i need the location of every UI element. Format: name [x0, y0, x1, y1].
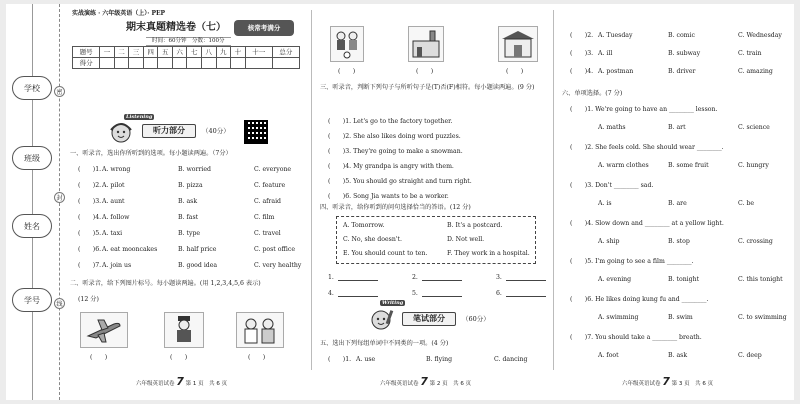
q4-answer-blank[interactable] [338, 275, 378, 281]
footer-page-number: 第 3 页 共 6 页 [671, 381, 714, 387]
time-score-info: 时间：60分钟 分数：100分 [146, 37, 231, 46]
q6-option-a: A. maths [598, 124, 626, 131]
footer-exam-name: 六年级英语试卷 [380, 381, 419, 387]
q3-item[interactable]: ( )1. Let's go to the factory together. [328, 118, 453, 125]
q2-bracket-1[interactable]: ( ) [90, 354, 108, 361]
name-field[interactable]: 姓名 [12, 214, 52, 238]
q5-option-b: B. subway [668, 50, 701, 57]
q6-question-stem[interactable]: ( )1. We're going to have an ________ lesson. [570, 106, 718, 113]
picture-store [498, 26, 538, 62]
sidebar-line [32, 312, 33, 400]
q6-option-c: C. deep [738, 352, 762, 359]
listening-section-title: 听力部分 [142, 124, 196, 138]
q1-option-c: C. film [254, 214, 275, 221]
score-cell[interactable] [201, 58, 216, 69]
score-header-cell: 三 [129, 47, 144, 58]
top-bracket-1[interactable]: ( ) [338, 68, 356, 75]
q4-option: D. Not well. [447, 236, 485, 243]
page-1-footer [136, 375, 227, 389]
page-3 [558, 4, 790, 400]
q1-item-number[interactable]: ( )7. [78, 262, 102, 269]
q5-item-number[interactable]: ( )1. [328, 356, 352, 363]
q6-option-a: A. warm clothes [598, 162, 649, 169]
top-bracket-3[interactable]: ( ) [506, 68, 524, 75]
q1-option-c: C. travel [254, 230, 281, 237]
footer-page-number: 第 2 页 共 6 页 [429, 381, 472, 387]
q5-item-number[interactable]: ( )4. [570, 68, 594, 75]
q5-option-a: A. ill [598, 50, 613, 57]
q1-option-c: C. everyone [254, 166, 292, 173]
footer-exam-name: 六年级英语试卷 [136, 381, 175, 387]
q6-option-c: C. to swimming [738, 314, 787, 321]
q1-option-a: A. pilot [102, 182, 125, 189]
footer-exam-number: 7 [662, 375, 670, 388]
q5-option-c: C. amazing [738, 68, 773, 75]
class-field[interactable]: 班级 [12, 146, 52, 170]
page-divider [553, 10, 554, 370]
score-header-cell: 九 [216, 47, 231, 58]
score-cell[interactable] [158, 58, 173, 69]
doctor-nurse-icon [239, 314, 281, 346]
q2-points: (12 分) [78, 296, 99, 303]
footer-page-number: 第 1 页 共 6 页 [185, 381, 228, 387]
listening-section-points: （40分） [202, 126, 230, 135]
score-cell[interactable] [172, 58, 187, 69]
q1-option-a: A. follow [102, 214, 130, 221]
score-header-cell: 题号 [73, 47, 100, 58]
q1-item-number[interactable]: ( )1. [78, 166, 102, 173]
q4-title: 四、听录音，给你听到的问句选择恰当的答语。(12 分) [320, 204, 471, 211]
q6-question-stem[interactable]: ( )2. She feels cold. She should wear ________. [570, 144, 724, 151]
q4-blank-number: 1. [328, 274, 334, 281]
q5-title: 五、选出下列每组单词中不同类的一项。(4 分) [320, 340, 449, 347]
score-cell[interactable] [114, 58, 129, 69]
q6-option-a: A. ship [598, 238, 620, 245]
q1-option-c: C. feature [254, 182, 286, 189]
q6-option-c: C. be [738, 200, 755, 207]
q4-option: B. It's a postcard. [447, 222, 503, 229]
q5-option-a: A. postman [598, 68, 634, 75]
score-row-label: 得分 [73, 58, 100, 69]
q6-option-a: A. foot [598, 352, 619, 359]
writing-section-banner [366, 300, 490, 332]
qr-code[interactable] [244, 120, 268, 144]
q6-option-c: C. this tonight [738, 276, 783, 283]
picture-policeman [164, 312, 204, 348]
q4-blank-number: 5. [412, 290, 418, 297]
picture-doctor-nurse [236, 312, 284, 348]
score-header-cell: 五 [158, 47, 173, 58]
store-icon [500, 29, 536, 59]
score-cell[interactable] [143, 58, 158, 69]
q6-option-b: B. ask [668, 352, 688, 359]
score-header-cell: 总分 [272, 47, 299, 58]
q2-title: 二、听录音，给下列图片标号。每小题读两遍。(用 1,2,3,4,5,6 表示) [70, 280, 261, 287]
q6-option-b: B. some fruit [668, 162, 709, 169]
score-header-cell: 八 [201, 47, 216, 58]
q4-option: C. No, she doesn't. [343, 236, 402, 243]
q5-item-number[interactable]: ( )2. [570, 32, 594, 39]
score-header-cell: 二 [114, 47, 129, 58]
score-table-score-row [73, 58, 300, 69]
q3-title: 三、听录音，判断下列句子与所听句子是(T)否(F)相符。每小题读两遍。(9 分) [320, 84, 535, 91]
writing-section-points: （60分） [462, 314, 490, 323]
q6-option-a: A. swimming [598, 314, 639, 321]
q1-option-b: B. fast [178, 214, 199, 221]
q4-answer-blank[interactable] [506, 291, 546, 297]
q4-option: E. You should count to ten. [343, 250, 428, 257]
q1-option-c: C. afraid [254, 198, 282, 205]
score-header-cell: 七 [187, 47, 202, 58]
q1-item-number[interactable]: ( )4. [78, 214, 102, 221]
q6-option-a: A. is [598, 200, 612, 207]
q1-option-a: A. join us [102, 262, 132, 269]
q6-option-a: A. evening [598, 276, 632, 283]
q3-item[interactable]: ( )5. You should go straight and turn right. [328, 178, 472, 185]
q1-option-b: B. worried [178, 166, 212, 173]
page-2 [316, 4, 548, 400]
fold-mark-seal: 密 [54, 86, 65, 97]
listening-logo-text: Listening [126, 114, 153, 120]
page-divider [311, 10, 312, 370]
q1-item-number[interactable]: ( )2. [78, 182, 102, 189]
footer-exam-number: 7 [176, 375, 184, 388]
q2-bracket-2[interactable]: ( ) [170, 354, 188, 361]
q4-answer-blank[interactable] [338, 291, 378, 297]
score-header-cell: 六 [172, 47, 187, 58]
q1-item-number[interactable]: ( )3. [78, 198, 102, 205]
factory-icon [410, 29, 442, 59]
q4-blank-number: 4. [328, 290, 334, 297]
binding-sidebar [6, 4, 62, 400]
fold-mark-close: 封 [54, 192, 65, 203]
q1-option-a: A. wrong [102, 166, 131, 173]
student-number-field[interactable]: 学号 [12, 288, 52, 312]
q4-blank-number: 2. [412, 274, 418, 281]
exam-sheet [6, 4, 794, 400]
q4-answer-blank[interactable] [422, 291, 462, 297]
listening-section-banner [106, 114, 230, 144]
score-cell[interactable] [129, 58, 144, 69]
q6-question-stem[interactable]: ( )7. You should take a ________ breath. [570, 334, 702, 341]
airplane-icon [84, 316, 124, 344]
q3-item[interactable]: ( )3. They're going to make a snowman. [328, 148, 463, 155]
policeman-icon [169, 314, 199, 346]
score-table [72, 46, 300, 69]
q3-item[interactable]: ( )2. She also likes doing word puzzles. [328, 133, 461, 140]
q5-option-c: C. Wednesday [738, 32, 782, 39]
q1-option-c: C. post office [254, 246, 295, 253]
score-cell[interactable] [245, 58, 272, 69]
q5-option-c: C. train [738, 50, 762, 57]
q3-item[interactable]: ( )4. My grandpa is angry with them. [328, 163, 454, 170]
q5-option-a: A. Tuesday [598, 32, 633, 39]
q6-option-c: C. hungry [738, 162, 769, 169]
q6-question-stem[interactable]: ( )4. Slow down and ________ at a yellow light. [570, 220, 724, 227]
q6-option-c: C. science [738, 124, 770, 131]
q5-item-number[interactable]: ( )3. [570, 50, 594, 57]
q4-answer-blank[interactable] [506, 275, 546, 281]
page-1 [66, 4, 306, 400]
q6-option-b: B. tonight [668, 276, 700, 283]
page-3-footer [622, 375, 713, 389]
sidebar-line [32, 100, 33, 146]
q1-option-b: B. pizza [178, 182, 203, 189]
footer-exam-name: 六年级英语试卷 [622, 381, 661, 387]
q5-option-b: B. driver [668, 68, 696, 75]
q4-answer-blank[interactable] [422, 275, 462, 281]
q1-option-b: B. good idea [178, 262, 218, 269]
picture-factory [408, 26, 444, 62]
q1-option-b: B. ask [178, 198, 198, 205]
q6-option-b: B. stop [668, 238, 690, 245]
q6-option-b: B. art [668, 124, 686, 131]
q6-title: 六、单项选择。(7 分) [562, 90, 623, 97]
q1-item-number[interactable]: ( )6. [78, 246, 102, 253]
q6-option-b: B. are [668, 200, 687, 207]
q5-option-b: B. flying [426, 356, 453, 363]
q5-option-a: A. use [356, 356, 376, 363]
page-2-footer [380, 375, 471, 389]
q4-options-box [336, 216, 536, 264]
q6-option-b: B. swim [668, 314, 693, 321]
q6-question-stem[interactable]: ( )6. He likes doing kung fu and ________. [570, 296, 709, 303]
q1-title: 一、听录音，选出你所听到的选项。每小题读两遍。（7分） [70, 150, 232, 157]
q2-bracket-3[interactable]: ( ) [248, 354, 266, 361]
q4-option: F. They work in a hospital. [447, 250, 530, 257]
series-header: 实战演练 · 六年级英语（上）· PEP [72, 10, 166, 17]
picture-airplane [80, 312, 128, 348]
q1-option-a: A. aunt [102, 198, 125, 205]
q1-option-a: A. eat mooncakes [102, 246, 158, 253]
footer-exam-number: 7 [420, 375, 428, 388]
q4-option: A. Tomorrow. [343, 222, 385, 229]
writing-section-title: 笔试部分 [402, 312, 456, 326]
score-table-header-row [73, 47, 300, 58]
sidebar-line [32, 170, 33, 214]
score-cell[interactable] [272, 58, 299, 69]
q5-option-b: B. comic [668, 32, 695, 39]
sidebar-line [32, 238, 33, 288]
page-title: 期末真题精选卷（七） [126, 22, 226, 33]
q1-option-b: B. type [178, 230, 201, 237]
q1-option-b: B. half price [178, 246, 217, 253]
score-cell[interactable] [231, 58, 246, 69]
q4-blank-number: 6. [496, 290, 502, 297]
q3-item[interactable]: ( )6. Song Jia wants to be a worker. [328, 193, 449, 200]
score-header-cell: 十一 [245, 47, 272, 58]
q6-question-stem[interactable]: ( )3. Don't ________ sad. [570, 182, 654, 189]
sidebar-line [32, 4, 33, 76]
q1-item-number[interactable]: ( )5. [78, 230, 102, 237]
q4-blank-number: 3. [496, 274, 502, 281]
score-header-cell: 四 [143, 47, 158, 58]
score-banner: 核常考满分 [234, 20, 294, 36]
picture-football-players [330, 26, 364, 62]
listening-mascot-icon [106, 118, 136, 144]
score-cell[interactable] [216, 58, 231, 69]
writing-logo-text: Writing [382, 300, 404, 306]
q6-question-stem[interactable]: ( )5. I'm going to see a film ________. [570, 258, 694, 265]
q6-option-c: C. crossing [738, 238, 773, 245]
score-cell[interactable] [187, 58, 202, 69]
top-bracket-2[interactable]: ( ) [416, 68, 434, 75]
writing-mascot-icon [366, 306, 396, 332]
score-header-cell: 一 [100, 47, 115, 58]
score-cell[interactable] [100, 58, 115, 69]
q5-option-c: C. dancing [494, 356, 528, 363]
q1-option-a: A. taxi [102, 230, 123, 237]
school-field[interactable]: 学校 [12, 76, 52, 100]
fold-mark-line: 线 [54, 298, 65, 309]
score-header-cell: 十 [231, 47, 246, 58]
football-players-icon [332, 29, 362, 59]
q1-option-c: C. very healthy [254, 262, 302, 269]
